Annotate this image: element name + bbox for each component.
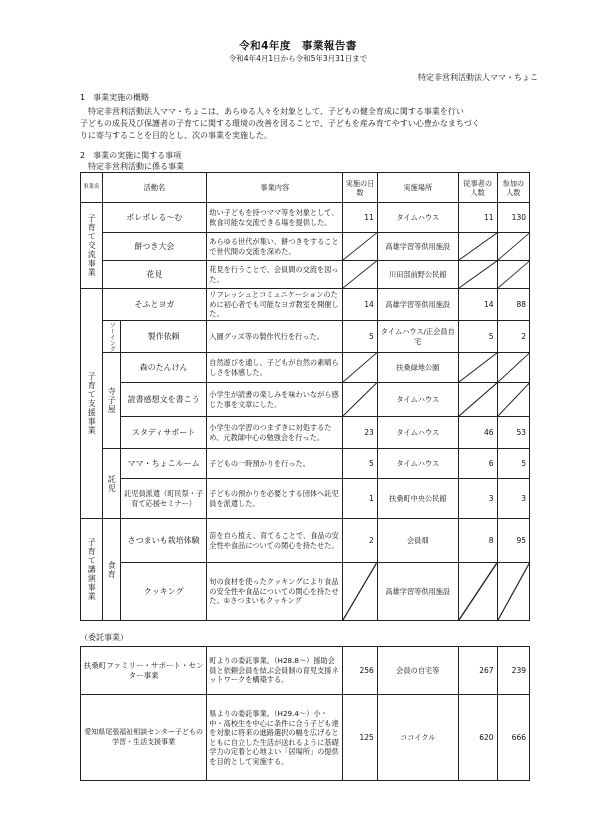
activity-content: 旬の食材を使ったクッキングにより食品の安全性や食品についての関心を持たせた。①さつまいもクッキング bbox=[207, 563, 343, 621]
header-participants: 参加の人数 bbox=[497, 173, 529, 203]
activity-place: 高雄学習等供用施設 bbox=[377, 563, 458, 621]
category-lecture: 子育て講演事業 bbox=[81, 519, 103, 621]
table-row bbox=[81, 383, 530, 417]
activity-content: 小学生の学習のつまずきに対処するため、元教師中心の勉強会を行った。 bbox=[207, 417, 343, 449]
header-place: 実施場所 bbox=[377, 173, 458, 203]
empty-cell bbox=[458, 353, 497, 383]
section1-line: 特定非営利活動法人ママ・ちょこは、あらゆる人々を対象として、子どもの健全育成に関する事業を行い bbox=[80, 107, 464, 116]
commission-place: 会員の自宅等 bbox=[377, 647, 458, 695]
empty-cell bbox=[458, 383, 497, 417]
empty-cell bbox=[497, 353, 529, 383]
activity-place: タイムハウス bbox=[377, 449, 458, 479]
activity-name: 製作依頼 bbox=[120, 321, 206, 353]
table-row bbox=[81, 479, 530, 519]
activity-place: 川田部前野公民館 bbox=[377, 261, 458, 289]
activity-name: ポレポレる～む bbox=[102, 203, 207, 233]
activity-staff: 11 bbox=[458, 203, 497, 233]
section2-heading: 2 事業の実施に関する事項 bbox=[80, 151, 182, 160]
commission-table bbox=[80, 646, 530, 781]
activity-place: タイムハウス bbox=[377, 203, 458, 233]
commission-heading: （委託事業） bbox=[80, 633, 128, 642]
table-header-row bbox=[81, 173, 530, 203]
activity-times: 5 bbox=[343, 449, 378, 479]
activity-content: あらゆる世代が集い、餅つきをすることで世代間の交流を深めた。 bbox=[207, 233, 343, 261]
activity-content: 小学生が読書の楽しみを味わいながら感じた事を文章にした。 bbox=[207, 383, 343, 417]
empty-cell bbox=[343, 261, 378, 289]
activity-staff: 3 bbox=[458, 479, 497, 519]
empty-cell bbox=[343, 563, 378, 621]
organization-name: 特定非営利活動法人ママ・ちょこ bbox=[418, 73, 538, 82]
empty-cell bbox=[458, 261, 497, 289]
activity-name: 読書感想文を書こう bbox=[120, 383, 206, 417]
activity-participants: 2 bbox=[497, 321, 529, 353]
table-row bbox=[81, 563, 530, 621]
subcat-food: 食育 bbox=[102, 519, 120, 621]
activity-name: さつまいも栽培体験 bbox=[120, 519, 206, 563]
activity-times: 1 bbox=[343, 479, 378, 519]
subcat-childcare: 託児 bbox=[102, 449, 120, 519]
empty-cell bbox=[497, 233, 529, 261]
section1-line: 子どもの成長及び保護者の子育てに関する環境の改善を図ることで、子どもを産み育てやすい心豊かなまちづく bbox=[80, 119, 480, 128]
commission-content: 県よりの委託事業。（H29.4～）小・中・高校生を中心に条件に合う子ども達を対象に将来の進路選択の幅を広げるとともに自立した生活が送れるように基礎学力の定着と心地よい「居場所」の提供を目的として実施する。 bbox=[207, 695, 343, 781]
report-period: 令和4年4月1日から令和5年3月31日まで bbox=[228, 54, 368, 63]
activity-name: 託児員派遣（町民祭・子育て応援セミナー） bbox=[120, 479, 206, 519]
activity-content: 花見を行うことで、会員間の交流を図った。 bbox=[207, 261, 343, 289]
activity-participants: 130 bbox=[497, 203, 529, 233]
table-row bbox=[81, 261, 530, 289]
commission-place: ココイクル bbox=[377, 695, 458, 781]
empty-cell bbox=[343, 233, 378, 261]
header-activity: 活動名 bbox=[102, 173, 207, 203]
empty-cell bbox=[343, 353, 378, 383]
activity-content: 自然遊びを通し、子どもが自然の素晴らしさを体感した。 bbox=[207, 353, 343, 383]
activity-times: 23 bbox=[343, 417, 378, 449]
commission-name: 愛知県尾張福祉相談センター子どもの学習・生活支援事業 bbox=[81, 695, 207, 781]
activity-participants: 3 bbox=[497, 479, 529, 519]
activity-times: 11 bbox=[343, 203, 378, 233]
activity-name: 花見 bbox=[102, 261, 207, 289]
section1-heading: 1 事業実施の概略 bbox=[80, 93, 150, 102]
category-support: 子育て支援事業 bbox=[81, 289, 103, 519]
subcat-terakoya: 寺子屋 bbox=[102, 353, 120, 449]
activity-content: 苗を自ら植え、育てることで、食品の安全性や食品についての関心を持たせた。 bbox=[207, 519, 343, 563]
activity-name: 森のたんけん bbox=[120, 353, 206, 383]
header-category: 事業名 bbox=[81, 173, 103, 203]
header-staff: 従事者の人数 bbox=[458, 173, 497, 203]
section2-subheading: 特定非営利活動に係る事業 bbox=[80, 162, 184, 171]
empty-cell bbox=[458, 233, 497, 261]
activity-name: 餅つき大会 bbox=[102, 233, 207, 261]
activity-times: 14 bbox=[343, 289, 378, 321]
activity-content: リフレッシュとコミュニケーションのために初心者でも可能なヨガ教室を開催した。 bbox=[207, 289, 343, 321]
activity-staff: 5 bbox=[458, 321, 497, 353]
empty-cell bbox=[497, 261, 529, 289]
table-row bbox=[81, 417, 530, 449]
activity-staff: 6 bbox=[458, 449, 497, 479]
commission-times: 256 bbox=[343, 647, 378, 695]
table-row bbox=[81, 203, 530, 233]
subcat-sewing: ソーイング bbox=[102, 321, 120, 353]
activity-name: そふとヨガ bbox=[102, 289, 207, 321]
commission-staff: 267 bbox=[458, 647, 497, 695]
activity-staff: 8 bbox=[458, 519, 497, 563]
commission-times: 125 bbox=[343, 695, 378, 781]
activity-participants: 53 bbox=[497, 417, 529, 449]
empty-cell bbox=[458, 563, 497, 621]
activity-content: 幼い子どもを持つママ等を対象として、飲食可能な交流できる場を提供した。 bbox=[207, 203, 343, 233]
table-row bbox=[81, 695, 530, 781]
activity-place: タイムハウス bbox=[377, 383, 458, 417]
activity-place: 会員畑 bbox=[377, 519, 458, 563]
activities-table bbox=[80, 172, 530, 621]
category-exchange: 子育て交流事業 bbox=[81, 203, 103, 289]
activity-place: 高雄学習等供用施設 bbox=[377, 233, 458, 261]
activity-staff: 46 bbox=[458, 417, 497, 449]
activity-name: スタディサポート bbox=[120, 417, 206, 449]
header-times: 実施の日数 bbox=[343, 173, 378, 203]
activity-place: タイムハウス bbox=[377, 417, 458, 449]
activity-times: 5 bbox=[343, 321, 378, 353]
commission-staff: 620 bbox=[458, 695, 497, 781]
document-title: 令和4年度 事業報告書 bbox=[239, 40, 357, 52]
commission-content: 町よりの委託事業。（H28.8～）援助会員と依頼会員を結ぶ会員制の育児支援ネットワークを構築する。 bbox=[207, 647, 343, 695]
empty-cell bbox=[497, 383, 529, 417]
activity-participants: 88 bbox=[497, 289, 529, 321]
activity-staff: 14 bbox=[458, 289, 497, 321]
table-row bbox=[81, 449, 530, 479]
activity-participants: 5 bbox=[497, 449, 529, 479]
table-row bbox=[81, 647, 530, 695]
empty-cell bbox=[343, 383, 378, 417]
section1-text bbox=[80, 106, 550, 142]
table-row bbox=[81, 353, 530, 383]
activity-content: 入園グッズ等の製作代行を行った。 bbox=[207, 321, 343, 353]
activity-name: ママ・ちょこルーム bbox=[120, 449, 206, 479]
table-row bbox=[81, 519, 530, 563]
activity-place: タイムハウス/正会員自宅 bbox=[377, 321, 458, 353]
activity-participants: 95 bbox=[497, 519, 529, 563]
activity-name: クッキング bbox=[120, 563, 206, 621]
header-content: 事業内容 bbox=[207, 173, 343, 203]
commission-name: 扶桑町ファミリー・サポート・センター事業 bbox=[81, 647, 207, 695]
section1-line: りに寄与することを目的とし、次の事業を実施した。 bbox=[80, 131, 272, 140]
activity-place: 扶桑町中央公民館 bbox=[377, 479, 458, 519]
table-row bbox=[81, 233, 530, 261]
table-row bbox=[81, 289, 530, 321]
commission-participants: 239 bbox=[497, 647, 529, 695]
activity-place: 扶桑緑地公園 bbox=[377, 353, 458, 383]
activity-content: 子どもの預かりを必要とする団体へ託児員を派遣した。 bbox=[207, 479, 343, 519]
activity-place: 高雄学習等供用施設 bbox=[377, 289, 458, 321]
empty-cell bbox=[497, 563, 529, 621]
table-row bbox=[81, 321, 530, 353]
activity-content: 子どもの一時預かりを行った。 bbox=[207, 449, 343, 479]
activity-times: 2 bbox=[343, 519, 378, 563]
commission-participants: 666 bbox=[497, 695, 529, 781]
